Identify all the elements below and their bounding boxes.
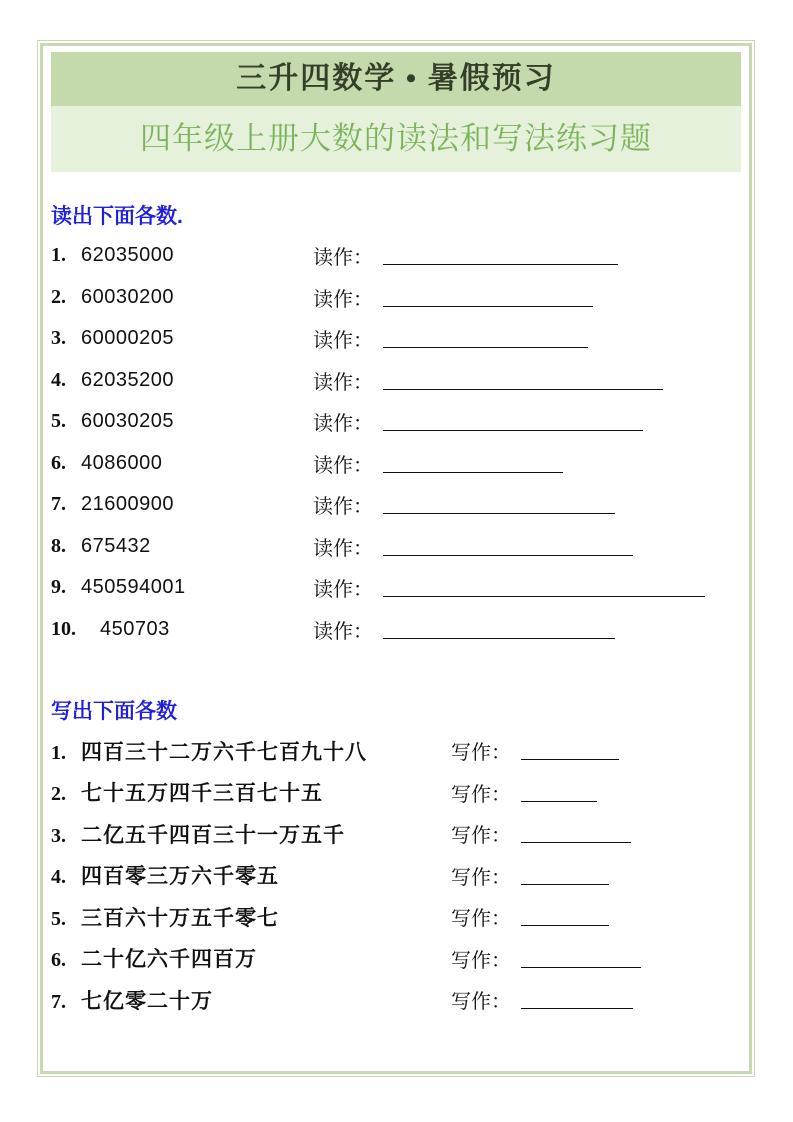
- write-section-heading: 写出下面各数: [51, 700, 177, 723]
- item-value: 四百三十二万六千七百九十八: [81, 739, 367, 764]
- exercise-item: [51, 618, 313, 641]
- answer-blank[interactable]: [383, 513, 615, 514]
- item-number: 6.: [51, 949, 66, 972]
- exercise-row: [51, 855, 741, 897]
- exercise-row: [51, 484, 741, 526]
- exercise-row: [51, 235, 741, 277]
- exercise-item: [51, 369, 313, 392]
- answer-blank[interactable]: [521, 884, 609, 885]
- exercise-item: [51, 452, 313, 475]
- exercise-item: [51, 985, 451, 1015]
- exercise-item: [51, 860, 451, 890]
- answer-label: 读作：: [313, 537, 373, 560]
- answer-blank[interactable]: [383, 472, 563, 473]
- answer-label: 读作：: [313, 454, 373, 477]
- item-value: 四百零三万六千零五: [81, 864, 279, 889]
- exercise-item: [51, 327, 313, 350]
- item-number: 8.: [51, 534, 66, 557]
- answer-label: 写作：: [451, 783, 511, 806]
- read-section-heading: 读出下面各数.: [51, 205, 183, 228]
- worksheet-title: 三升四数学 • 暑假预习: [51, 52, 741, 106]
- exercise-row: [51, 813, 741, 855]
- exercise-item: [51, 535, 313, 558]
- answer-label: 读作：: [313, 330, 373, 353]
- answer-label: 写作：: [451, 825, 511, 848]
- exercise-item: [51, 244, 313, 267]
- item-value: 675432: [81, 534, 151, 557]
- answer-blank[interactable]: [521, 759, 619, 760]
- exercise-row: [51, 730, 741, 772]
- exercise-item: [51, 902, 451, 932]
- item-value: 七亿零二十万: [81, 988, 213, 1013]
- answer-blank[interactable]: [521, 925, 609, 926]
- exercise-row: [51, 277, 741, 319]
- answer-blank[interactable]: [383, 638, 615, 639]
- item-number: 1.: [51, 244, 66, 267]
- item-number: 1.: [51, 741, 66, 764]
- read-section: [51, 205, 741, 650]
- answer-label: 读作：: [313, 496, 373, 519]
- answer-label: 写作：: [451, 908, 511, 931]
- answer-blank[interactable]: [383, 347, 588, 348]
- exercise-row: [51, 979, 741, 1021]
- item-number: 6.: [51, 451, 66, 474]
- item-value: 62035200: [81, 368, 174, 391]
- worksheet-subtitle: 四年级上册大数的读法和写法练习题: [51, 106, 741, 172]
- answer-blank[interactable]: [383, 596, 705, 597]
- exercise-row: [51, 609, 741, 651]
- answer-label: 写作：: [451, 991, 511, 1014]
- answer-blank[interactable]: [383, 306, 593, 307]
- exercise-row: [51, 938, 741, 980]
- item-number: 2.: [51, 285, 66, 308]
- item-value: 4086000: [81, 451, 163, 474]
- answer-blank[interactable]: [383, 389, 663, 390]
- exercise-row: [51, 567, 741, 609]
- exercise-row: [51, 772, 741, 814]
- item-number: 5.: [51, 410, 66, 433]
- exercise-row: [51, 318, 741, 360]
- answer-label: 写作：: [451, 866, 511, 889]
- exercise-item: [51, 943, 451, 973]
- item-number: 2.: [51, 783, 66, 806]
- item-number: 10.: [51, 617, 76, 640]
- exercise-item: [51, 777, 451, 807]
- item-value: 60030205: [81, 410, 174, 433]
- item-value: 三百六十万五千零七: [81, 905, 279, 930]
- exercise-row: [51, 360, 741, 402]
- item-value: 60030200: [81, 285, 174, 308]
- answer-label: 读作：: [313, 579, 373, 602]
- read-section-rows: [51, 235, 741, 650]
- answer-blank[interactable]: [383, 430, 643, 431]
- exercise-item: [51, 493, 313, 516]
- exercise-item: [51, 576, 313, 599]
- item-number: 9.: [51, 576, 66, 599]
- answer-blank[interactable]: [521, 842, 631, 843]
- exercise-row: [51, 526, 741, 568]
- item-value: 60000205: [81, 327, 174, 350]
- exercise-row: [51, 401, 741, 443]
- exercise-item: [51, 410, 313, 433]
- answer-blank[interactable]: [383, 555, 633, 556]
- write-section: [51, 700, 741, 1021]
- exercise-item: [51, 736, 451, 766]
- exercise-row: [51, 443, 741, 485]
- item-number: 4.: [51, 866, 66, 889]
- item-number: 3.: [51, 824, 66, 847]
- item-value: 450594001: [81, 576, 186, 599]
- write-section-rows: [51, 730, 741, 1021]
- exercise-row: [51, 896, 741, 938]
- answer-label: 读作：: [313, 413, 373, 436]
- item-number: 4.: [51, 368, 66, 391]
- exercise-item: [51, 286, 313, 309]
- item-number: 5.: [51, 907, 66, 930]
- item-value: 二亿五千四百三十一万五千: [81, 822, 345, 847]
- item-number: 7.: [51, 990, 66, 1013]
- answer-blank[interactable]: [521, 967, 641, 968]
- item-number: 7.: [51, 493, 66, 516]
- answer-blank[interactable]: [521, 801, 597, 802]
- item-number: 3.: [51, 327, 66, 350]
- answer-label: 读作：: [313, 288, 373, 311]
- answer-label: 写作：: [451, 742, 511, 765]
- worksheet-frame-inner: [40, 43, 752, 1074]
- answer-blank[interactable]: [383, 264, 618, 265]
- item-value: 21600900: [81, 493, 174, 516]
- item-value: 二十亿六千四百万: [81, 947, 257, 972]
- answer-label: 读作：: [313, 247, 373, 270]
- answer-label: 读作：: [313, 620, 373, 643]
- answer-blank[interactable]: [521, 1008, 633, 1009]
- exercise-item: [51, 819, 451, 849]
- worksheet-frame: [37, 40, 755, 1077]
- item-value: 450703: [100, 617, 170, 640]
- item-value: 62035000: [81, 244, 174, 267]
- answer-label: 读作：: [313, 371, 373, 394]
- answer-label: 写作：: [451, 949, 511, 972]
- item-value: 七十五万四千三百七十五: [81, 781, 323, 806]
